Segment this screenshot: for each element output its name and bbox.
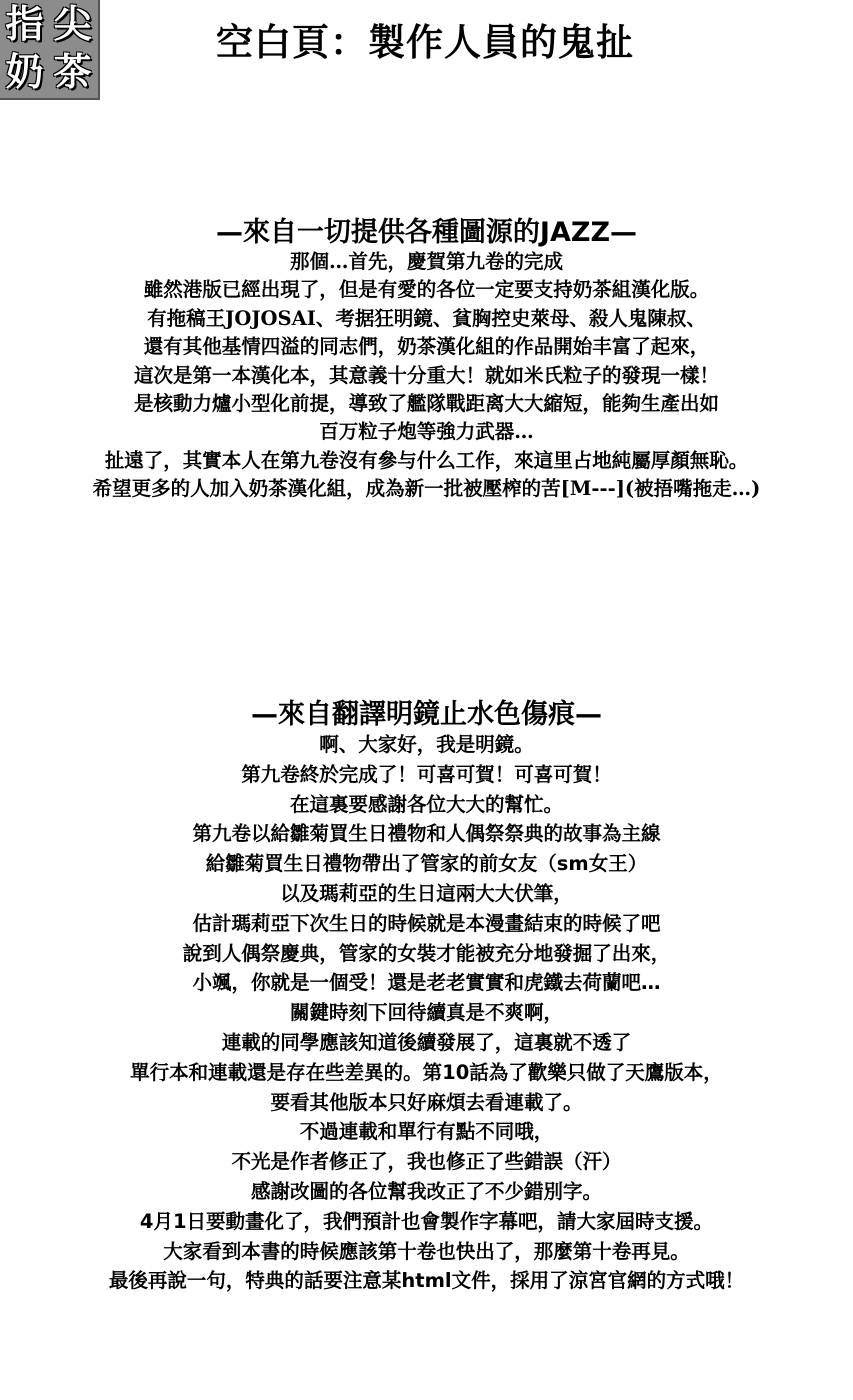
text-line: 給雛菊買生日禮物帶出了管家的前女友（sm女王） xyxy=(205,852,648,876)
text-line: 那個…首先，慶賀第九卷的完成 xyxy=(289,250,563,273)
text-line: 啊、大家好，我是明鏡。 xyxy=(319,733,534,756)
text-line: 小颯，你就是一個受！還是老老實實和虎鐵去荷蘭吧… xyxy=(192,971,661,995)
section-heading: —來自一切提供各種圖源的JAZZ— xyxy=(215,217,638,248)
text-line: 說到人偶祭慶典，管家的女裝才能被充分地發掘了出來， xyxy=(182,941,671,965)
text-line: 這次是第一本漢化本，其意義十分重大！就如米氏粒子的發現一樣！ xyxy=(133,363,719,387)
text-line: 第九卷終於完成了！可喜可賀！可喜可賀！ xyxy=(241,762,612,786)
text-line: 感謝改圖的各位幫我改正了不少錯別字。 xyxy=(250,1179,602,1203)
logo-char: 茶 xyxy=(53,49,92,94)
mingjing-section xyxy=(0,700,853,1296)
text-line: 在這裏要感謝各位大大的幫忙。 xyxy=(289,792,563,816)
text-line: 估計瑪莉亞下次生日的時候就是本漫畫結束的時候了吧 xyxy=(192,911,661,935)
text-line: 第九卷以給雛菊買生日禮物和人偶祭祭典的故事為主線 xyxy=(192,822,661,846)
text-line: 雖然港版已經出現了，但是有愛的各位一定要支持奶茶組漢化版。 xyxy=(143,278,710,302)
text-line: 不過連載和單行有點不同哦， xyxy=(299,1120,554,1144)
text-line: 有拖稿王JOJOSAI、考据狂明鏡、貧胸控史萊母、殺人鬼陳叔、 xyxy=(147,306,706,330)
text-line: 4月1日要動畫化了，我們預計也會製作字幕吧，請大家屆時支援。 xyxy=(139,1209,714,1233)
text-line: 要看其他版本只好麻煩去看連載了。 xyxy=(270,1090,583,1114)
text-line: 不光是作者修正了，我也修正了些錯誤（汗） xyxy=(231,1150,622,1174)
logo-char: 尖 xyxy=(53,1,92,46)
text-line: 連載的同學應該知道後續發展了，這裏就不透了 xyxy=(221,1030,632,1054)
text-line: 最後再說一句，特典的話要注意某html文件，採用了涼宮官網的方式哦！ xyxy=(108,1269,745,1293)
text-line: 單行本和連載還是存在些差異的。第10話為了歡樂只做了天鷹版本， xyxy=(130,1060,723,1084)
text-line: 還有其他基情四溢的同志們，奶茶漢化組的作品開始丰富了起來， xyxy=(143,335,710,359)
logo-char: 奶 xyxy=(5,49,44,94)
text-line: 關鍵時刻下回待續真是不爽啊， xyxy=(289,1001,563,1025)
section-heading: —來自翻譯明鏡止水色傷痕— xyxy=(251,699,602,730)
text-line: 以及瑪莉亞的生日這兩大大伏筆， xyxy=(280,881,573,905)
group-logo xyxy=(0,0,100,100)
text-line: 扯遠了，其實本人在第九卷沒有參与什么工作，來這里占地純屬厚顏無恥。 xyxy=(104,448,749,472)
text-line: 百万粒子炮等強力武器… xyxy=(319,420,534,444)
page-title: 空白頁：製作人員的鬼扯 xyxy=(216,21,634,64)
jazz-section xyxy=(0,218,853,504)
logo-char: 指 xyxy=(5,1,44,46)
text-line: 是核動力爐小型化前提，導致了艦隊戰距离大大縮短，能夠生產出如 xyxy=(133,392,719,416)
text-line: 希望更多的人加入奶茶漢化組，成為新一批被壓榨的苦[M---](被捂嘴拖走…) xyxy=(92,477,761,501)
text-line: 大家看到本書的時候應該第十卷也快出了，那麼第十卷再見。 xyxy=(163,1239,690,1263)
